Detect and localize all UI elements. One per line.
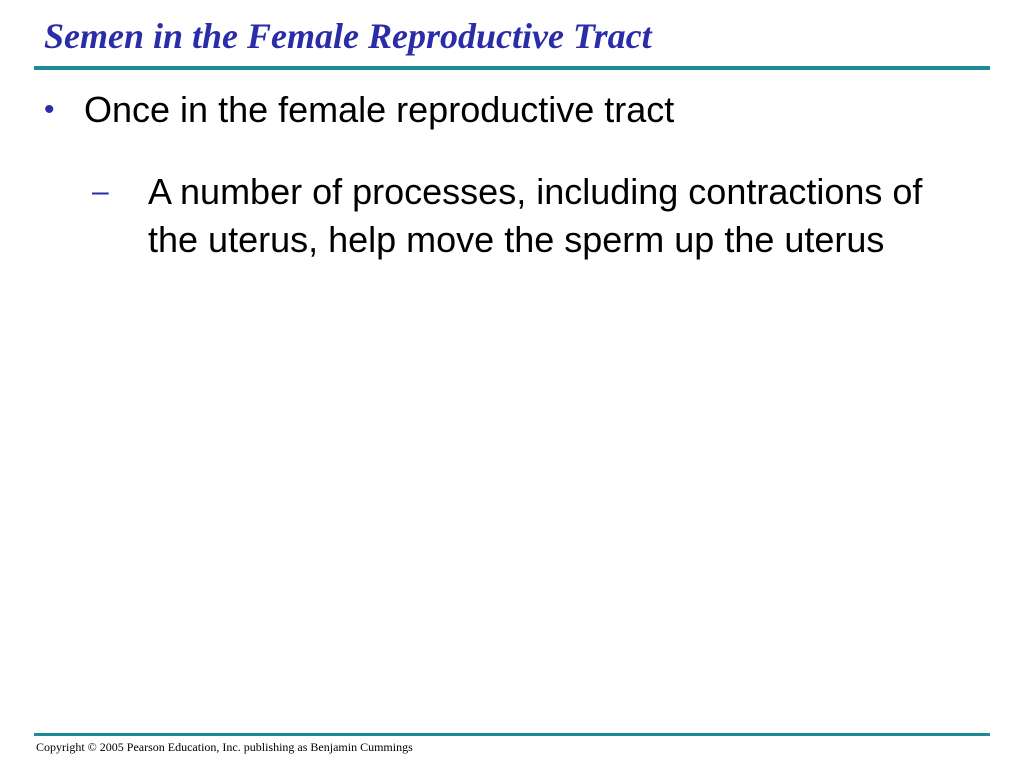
title-divider [34, 66, 990, 70]
slide-title: Semen in the Female Reproductive Tract [44, 16, 652, 56]
dash-marker-icon: – [92, 175, 109, 208]
sub-bullet-text: A number of processes, including contractions of the uterus, help move the sperm up the uterus [148, 171, 923, 260]
footer-divider [34, 733, 990, 736]
bullet-text: Once in the female reproductive tract [84, 89, 675, 130]
bullet-marker-icon: • [44, 93, 55, 126]
copyright-footer: Copyright © 2005 Pearson Education, Inc. publishing as Benjamin Cummings [36, 740, 413, 754]
